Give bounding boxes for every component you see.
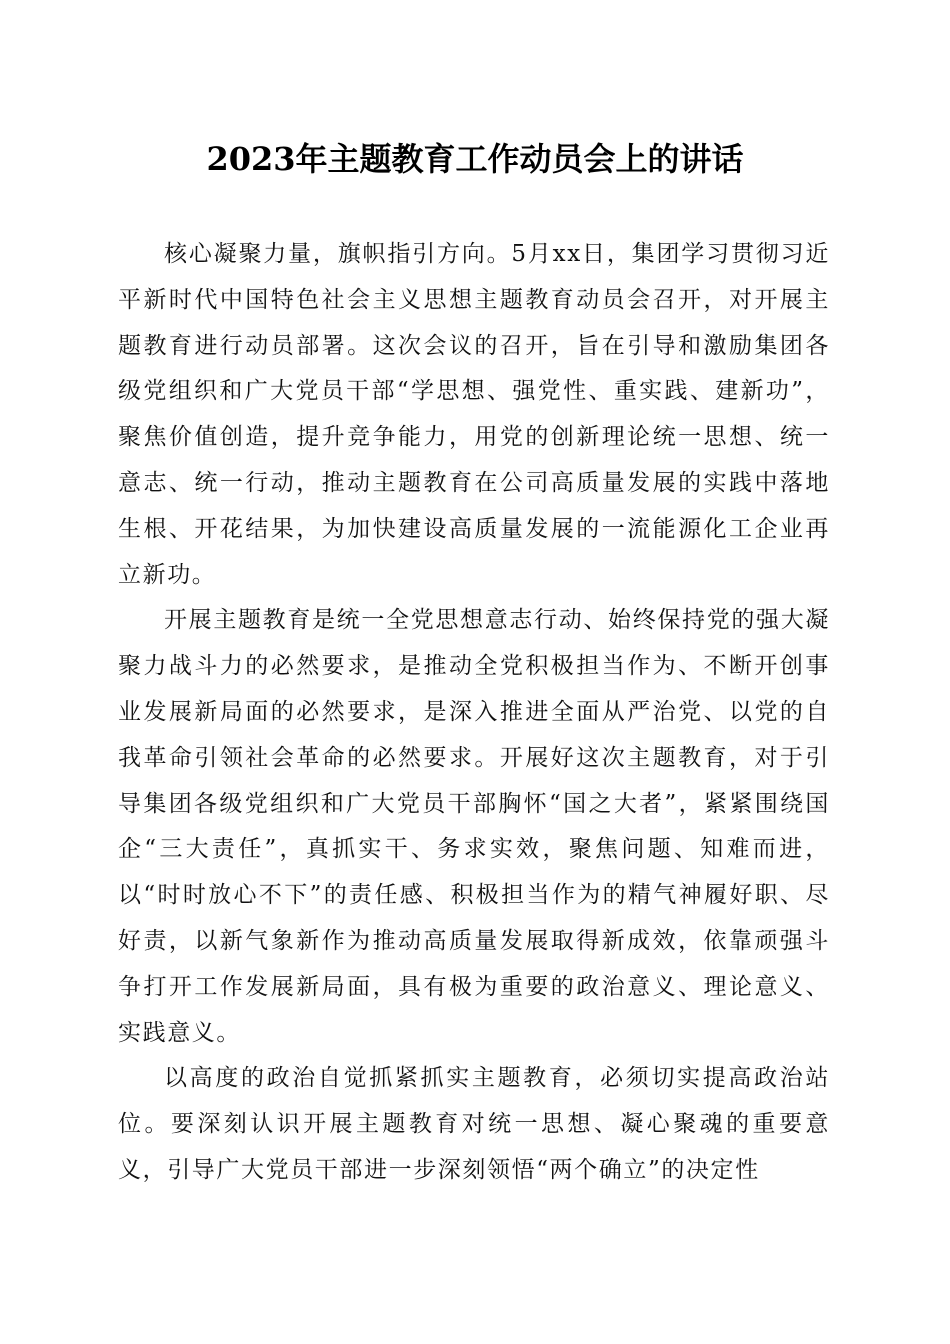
paragraph-1: 核心凝聚力量，旗帜指引方向。5月xx日，集团学习贯彻习近平新时代中国特色社会主义思想主题教育动员会召开，对开展主题教育进行动员部署。这次会议的召开，旨在引导和激励集团各级党组织和广大党员干部“学思想、强党性、重实践、建新功”，聚焦价值创造，提升竞争能力，用党的创新理论统一思想、统一意志、统一行动，推动主题教育在公司高质量发展的实践中落地生根、开花结果，为加快建设高质量发展的一流能源化工企业再立新功。	[118, 241, 830, 588]
paragraph-2: 开展主题教育是统一全党思想意志行动、始终保持党的强大凝聚力战斗力的必然要求，是推动全党积极担当作为、不断开创事业发展新局面的必然要求，是深入推进全面从严治党、以党的自我革命引领社会革命的必然要求。开展好这次主题教育，对于引导集团各级党组织和广大党员干部胸怀“国之大者”，紧紧围绕国企“三大责任”，真抓实干、务求实效，聚焦问题、知难而进，以“时时放心不下”的责任感、积极担当作为的精气神履好职、尽好责，以新气象新作为推动高质量发展取得新成效，依靠顽强斗争打开工作发展新局面，具有极为重要的政治意义、理论意义、实践意义。	[118, 607, 830, 1046]
document-body	[118, 232, 830, 1194]
paragraph-3: 以高度的政治自觉抓紧抓实主题教育，必须切实提高政治站位。要深刻认识开展主题教育对统一思想、凝心聚魂的重要意义，引导广大党员干部进一步深刻领悟“两个确立”的决定性	[118, 1065, 830, 1183]
document-title: 2023年主题教育工作动员会上的讲话	[206, 140, 744, 178]
